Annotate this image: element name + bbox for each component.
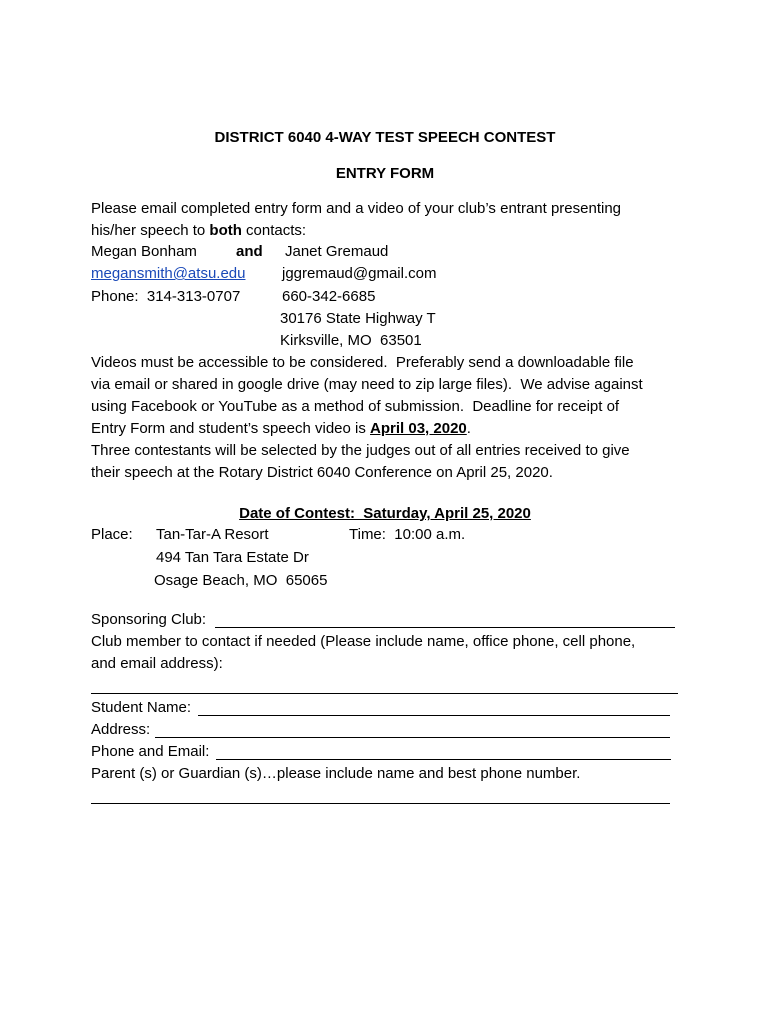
phone-email-label: Phone and Email: (91, 743, 210, 760)
intro-text: his/her speech to (91, 222, 210, 239)
body-line-5: Three contestants will be selected by the judges out of all entries received to give (91, 442, 630, 459)
phone-email-blank[interactable] (216, 759, 671, 760)
contact-phone-1: Phone: 314-313-0707 (91, 288, 241, 305)
intro-emphasis: both (209, 222, 242, 239)
student-name-blank[interactable] (198, 715, 670, 716)
deadline-date: April 03, 2020 (370, 420, 467, 437)
document-subtitle: ENTRY FORM (335, 165, 435, 182)
address-blank[interactable] (155, 737, 670, 738)
place-address-2: Osage Beach, MO 65065 (154, 572, 328, 589)
body-line-2: via email or shared in google drive (may need to zip large files). We advise against (91, 376, 643, 393)
body-line-4 (91, 419, 471, 439)
body-line-1: Videos must be accessible to be considered. Preferably send a downloadable file (91, 354, 634, 371)
contact-phone-2: 660-342-6685 (282, 288, 376, 305)
club-member-blank[interactable] (91, 693, 678, 694)
contact-name-1: Megan Bonham (91, 243, 197, 260)
address-label: Address: (91, 721, 151, 738)
sponsoring-club-blank[interactable] (215, 627, 675, 628)
place-name: Tan-Tar-A Resort (156, 526, 269, 543)
contact-address-1: 30176 State Highway T (280, 310, 436, 327)
contact-address-2: Kirksville, MO 63501 (280, 332, 422, 349)
club-member-line-1: Club member to contact if needed (Please include name, office phone, cell phone, (91, 633, 636, 650)
contact-email-2: jggremaud@gmail.com (282, 265, 437, 282)
contact-email-1-link[interactable]: megansmith@atsu.edu (91, 265, 246, 282)
body-line-6: their speech at the Rotary District 6040 Conference on April 25, 2020. (91, 464, 553, 481)
club-member-line-2: and email address): (91, 655, 223, 672)
deadline-text: Entry Form and student’s speech video is (91, 420, 371, 437)
parent-guardian-label: Parent (s) or Guardian (s)…please include name and best phone number. (91, 765, 581, 782)
contest-date: Date of Contest: Saturday, April 25, 2020 (239, 505, 531, 522)
sponsoring-club-label: Sponsoring Club: (91, 611, 207, 628)
document-title: DISTRICT 6040 4-WAY TEST SPEECH CONTEST (214, 129, 556, 146)
body-line-3: using Facebook or YouTube as a method of submission. Deadline for receipt of (91, 398, 620, 415)
place-label: Place: (91, 526, 133, 543)
student-name-label: Student Name: (91, 699, 192, 716)
intro-text-end: contacts: (241, 222, 307, 239)
intro-line-1: Please email completed entry form and a video of your club’s entrant presenting (91, 200, 622, 217)
place-address-1: 494 Tan Tara Estate Dr (156, 549, 309, 566)
contact-name-2: Janet Gremaud (285, 243, 389, 260)
parent-guardian-blank[interactable] (91, 803, 670, 804)
deadline-period: . (466, 420, 471, 437)
contacts-and: and (236, 243, 263, 260)
contest-time: Time: 10:00 a.m. (349, 526, 466, 543)
intro-line-2 (91, 221, 306, 241)
